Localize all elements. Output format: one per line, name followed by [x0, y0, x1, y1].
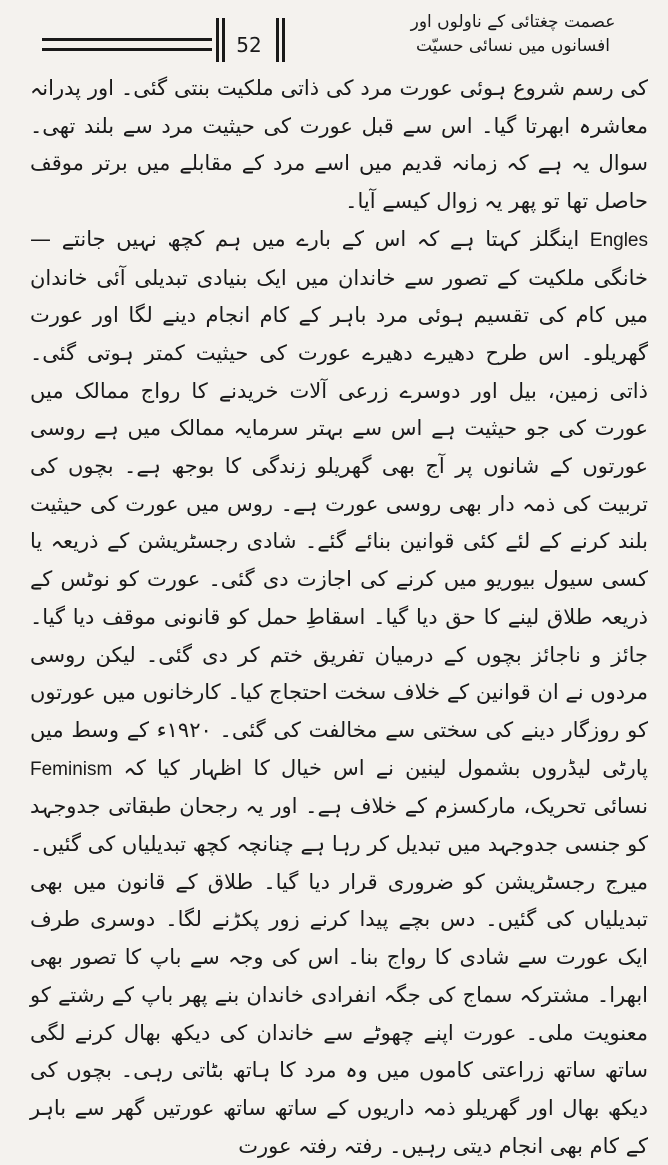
- page-number: 52: [236, 33, 262, 57]
- running-title: [388, 10, 638, 58]
- header-rule-top: [42, 38, 212, 41]
- running-title-line1: عصمت چغتائی کے ناولوں اور: [410, 12, 616, 32]
- paragraph-2-text-1: اینگلز کہتا ہے کہ اس کے بارے میں ہم کچھ نہیں جانتے — خانگی ملکیت کے تصور سے خاندان میں ایک بنیادی تبدیلی آئی خاندان میں کام کی تقسیم ہوئی مرد باہر کے کام انجام دینے لگا اور عورت گھریلو۔ اس طرح دھیرے دھیرے عورت کی حیثیت کمتر ہوتی گئی۔ ذاتی زمین، بیل اور دوسرے زرعی آلات خریدنے کا رواج ممالک میں عورت کی جو حیثیت ہے اس سے بہتر سرمایہ ممالک میں ہے روسی عورتوں کے شانوں پر آج بھی گھریلو زندگی کا بوجھ ہے۔ بچوں کی تربیت کی ذمہ دار بھی روسی عورت ہے۔ روس میں عورت کی حیثیت بلند کرنے کے لئے کئی قوانین بنائے گئے۔ شادی رجسٹریشن کے ذریعہ یا کسی سیول بیوریو میں کرنے کی اجازت دی گئی۔ عورت کو نوٹس کے ذریعہ طلاق لینے کا حق دیا گیا۔ اسقاطِ حمل کو قانونی موقف دیا گیا۔ جائز و ناجائز بچوں کے درمیان تفریق ختم کر دی گئی۔ لیکن روسی مردوں نے ان قوانین کے خلاف سخت احتجاج کیا۔ کارخانوں میں عورتوں کو روزگار دینے کی سختی سے مخالفت کی گئی۔ ۱۹۲۰ء کے وسط میں پارٹی لیڈروں بشمول لینین نے اس خیال کا اظہار کیا کہ: [30, 226, 648, 780]
- latin-term-engles: Engles: [589, 229, 648, 251]
- header-rule-bottom: [42, 48, 212, 51]
- paragraph-2: [30, 221, 648, 1165]
- paragraph-1: کی رسم شروع ہوئی عورت مرد کی ذاتی ملکیت بنتی گئی۔ اور پدرانہ معاشرہ ابھرتا گیا۔ اس سے قبل عورت کی حیثیت مرد سے بلند تھی۔ سوال یہ ہے کہ زمانہ قدیم میں اسے مرد کے مقابلے میں برتر موقف حاصل تھا تو پھر یہ زوال کیسے آیا۔: [30, 76, 649, 214]
- body-text: [30, 70, 648, 1165]
- paragraph-2-text-2: نسائی تحریک، مارکسزم کے خلاف ہے۔ اور یہ رجحان طبقاتی جدوجہد کو جنسی جدوجہد میں تبدیل کر رہا ہے چنانچہ کچھ تبدیلیاں کی گئیں۔ میرج رجسٹریشن کو ضروری قرار دیا گیا۔ طلاق کے قانون میں بھی تبدیلیاں کی گئیں۔ دس بچے پیدا کرنے زور پکڑنے لگا۔ دوسری طرف ایک عورت سے شادی کا رواج بنا۔ اس کی وجہ سے باپ کا تصور بھی ابھرا۔ مشترکہ سماج کی جگہ انفرادی خاندان بنے پھر باپ کے رشتے کو معنویت ملی۔ عورت اپنے چھوٹے سے خاندان کی دیکھ بھال کرنے لگی ساتھ ساتھ زراعتی کاموں میں وہ مرد کا ہاتھ بٹاتی رہی۔ بچوں کی دیکھ بھال اور گھریلو ذمہ داریوں کے ساتھ ساتھ عورتیں گھر سے باہر کے کام بھی انجام دیتی رہیں۔ رفتہ رفتہ عورت: [30, 794, 648, 1158]
- header-bar-right-2: [282, 18, 285, 62]
- latin-term-feminism: Feminism: [30, 758, 113, 780]
- page-header: [0, 0, 668, 62]
- running-title-line2: افسانوں میں نسائی حسیّت: [415, 36, 611, 56]
- header-bar-right: [276, 18, 279, 62]
- header-bar-left: [216, 18, 219, 62]
